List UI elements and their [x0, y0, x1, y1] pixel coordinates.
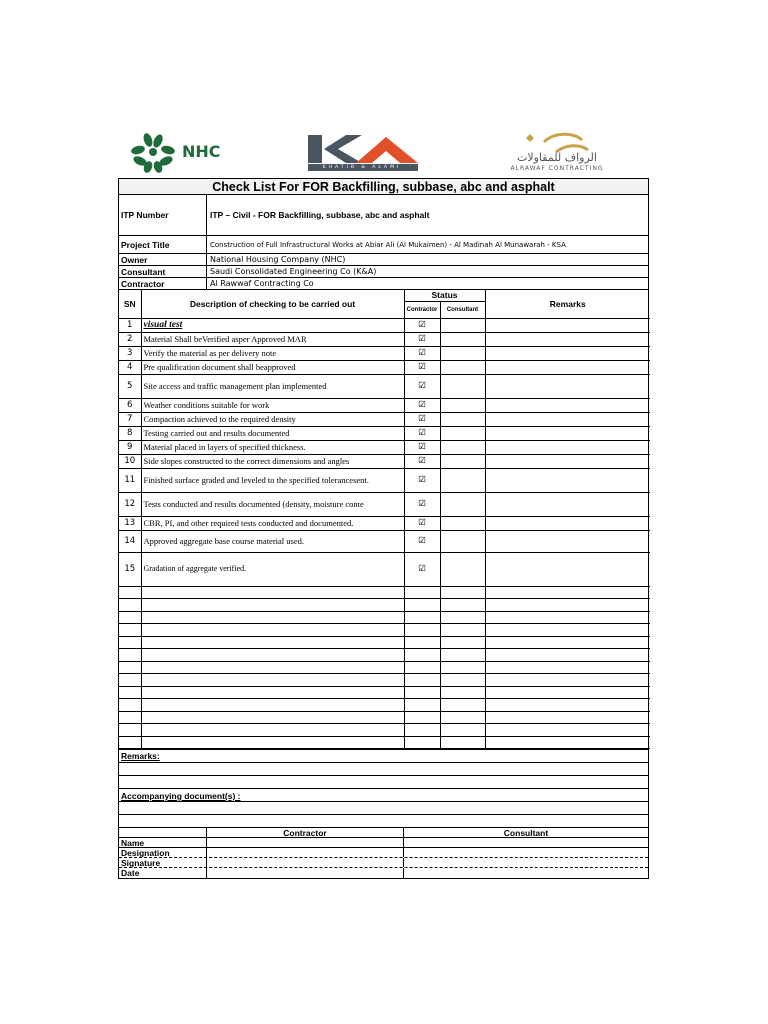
row-description[interactable]	[141, 624, 404, 637]
signature-header-row	[119, 828, 648, 838]
table-row	[119, 318, 650, 332]
consultant-status-cell[interactable]	[440, 686, 485, 699]
table-row	[119, 468, 650, 492]
signature-block	[119, 828, 648, 878]
remarks-cell[interactable]	[485, 674, 650, 687]
row-description: Tests conducted and results documented (density, moisture conte	[141, 492, 404, 516]
table-row-empty	[119, 699, 650, 712]
consultant-status-cell[interactable]	[440, 724, 485, 737]
consultant-designation-field[interactable]	[404, 848, 648, 857]
table-row-empty	[119, 686, 650, 699]
accompanying-line-1[interactable]	[119, 802, 648, 815]
row-description[interactable]	[141, 724, 404, 737]
contractor-status-cell[interactable]	[404, 674, 440, 687]
contractor-checkbox[interactable]: ☑	[404, 412, 440, 426]
date-label: Date	[119, 868, 207, 878]
contractor-checkbox[interactable]: ☑	[404, 318, 440, 332]
table-row-empty	[119, 649, 650, 662]
description-header: Description of checking to be carried out	[141, 290, 404, 318]
consultant-status-cell[interactable]	[440, 454, 485, 468]
consultant-status-cell[interactable]	[440, 699, 485, 712]
table-row	[119, 332, 650, 346]
nhc-logo-text: NHC	[182, 142, 221, 161]
remarks-header: Remarks	[485, 290, 650, 318]
remarks-cell[interactable]	[485, 530, 650, 552]
remarks-cell[interactable]	[485, 711, 650, 724]
itp-label: ITP Number	[119, 195, 207, 235]
consultant-row	[119, 266, 648, 278]
row-description[interactable]	[141, 649, 404, 662]
consultant-status-cell[interactable]	[440, 492, 485, 516]
consultant-column-header: Consultant	[503, 828, 549, 838]
project-value: Construction of Full Infrastructural Works at Abiar Ali (Al Mukaimen) - Al Madinah Al Munawarah - KSA	[210, 240, 566, 249]
remarks-label: Remarks:	[119, 750, 648, 763]
contractor-status-cell[interactable]	[404, 586, 440, 599]
contractor-signature-field[interactable]	[207, 858, 404, 867]
remarks-cell[interactable]	[485, 454, 650, 468]
remarks-cell[interactable]	[485, 398, 650, 412]
contractor-checkbox[interactable]: ☑	[404, 374, 440, 398]
table-row-empty	[119, 674, 650, 687]
row-number: 7	[119, 412, 141, 426]
row-description[interactable]	[141, 599, 404, 612]
row-number	[119, 674, 141, 687]
name-row	[119, 838, 648, 848]
row-number: 8	[119, 426, 141, 440]
row-description: Pre qualification document shall beapproved	[141, 360, 404, 374]
remarks-cell[interactable]	[485, 586, 650, 599]
row-description: Weather conditions suitable for work	[141, 398, 404, 412]
row-number	[119, 711, 141, 724]
row-number: 11	[119, 468, 141, 492]
remarks-cell[interactable]	[485, 318, 650, 332]
row-number	[119, 599, 141, 612]
table-row-empty	[119, 624, 650, 637]
sn-header: SN	[119, 290, 141, 318]
row-number: 3	[119, 346, 141, 360]
row-number: 12	[119, 492, 141, 516]
remarks-cell[interactable]	[485, 552, 650, 586]
row-number	[119, 661, 141, 674]
signature-label: Signature	[119, 858, 207, 867]
consultant-signature-field[interactable]	[404, 858, 648, 867]
row-number: 5	[119, 374, 141, 398]
remarks-cell[interactable]	[485, 699, 650, 712]
contractor-date-field[interactable]	[207, 868, 404, 878]
consultant-status-cell[interactable]	[440, 711, 485, 724]
consultant-status-cell[interactable]	[440, 611, 485, 624]
alrawwaf-arabic-text: الرواف للمقاولات	[517, 151, 597, 164]
row-description: Verify the material as per delivery note	[141, 346, 404, 360]
consultant-status-cell[interactable]	[440, 674, 485, 687]
row-number: 10	[119, 454, 141, 468]
consultant-value: Saudi Consolidated Engineering Co (K&A)	[210, 267, 377, 276]
nhc-logo	[128, 130, 238, 174]
table-row	[119, 530, 650, 552]
remarks-cell[interactable]	[485, 611, 650, 624]
itp-value: ITP – Civil - FOR Backfilling, subbase, abc and asphalt	[210, 210, 430, 220]
contractor-status-cell[interactable]	[404, 611, 440, 624]
designation-label: Designation	[119, 848, 207, 857]
contractor-checkbox[interactable]: ☑	[404, 346, 440, 360]
consultant-status-cell[interactable]	[440, 586, 485, 599]
remarks-cell[interactable]	[485, 599, 650, 612]
table-row-empty	[119, 636, 650, 649]
row-number: 13	[119, 516, 141, 530]
row-number: 2	[119, 332, 141, 346]
row-number: 1	[119, 318, 141, 332]
remarks-cell[interactable]	[485, 492, 650, 516]
owner-label: Owner	[119, 254, 207, 265]
contractor-column-header: Contractor	[207, 828, 404, 837]
row-description[interactable]	[141, 699, 404, 712]
row-description: Material Shall beVerified asper Approved MAR	[141, 332, 404, 346]
consultant-status-cell[interactable]	[440, 468, 485, 492]
remarks-cell[interactable]	[485, 686, 650, 699]
row-description[interactable]	[141, 586, 404, 599]
row-number	[119, 686, 141, 699]
contractor-checkbox[interactable]: ☑	[404, 516, 440, 530]
contractor-checkbox[interactable]: ☑	[404, 360, 440, 374]
owner-value: National Housing Company (NHC)	[210, 255, 346, 264]
table-row-empty	[119, 661, 650, 674]
contractor-status-cell[interactable]	[404, 686, 440, 699]
table-row	[119, 412, 650, 426]
signature-row	[119, 858, 648, 868]
consultant-status-cell[interactable]	[440, 346, 485, 360]
remarks-cell[interactable]	[485, 346, 650, 360]
status-header: Status	[404, 290, 485, 301]
remarks-line-1[interactable]	[119, 763, 648, 776]
consultant-status-cell[interactable]	[440, 360, 485, 374]
table-row-empty	[119, 611, 650, 624]
contractor-status-cell[interactable]	[404, 699, 440, 712]
remarks-cell[interactable]	[485, 440, 650, 454]
table-row	[119, 492, 650, 516]
row-description: Finished surface graded and leveled to the specified tolerancesent.	[141, 468, 404, 492]
consultant-status-cell[interactable]	[440, 440, 485, 454]
table-row-empty	[119, 599, 650, 612]
remarks-cell[interactable]	[485, 636, 650, 649]
table-row-empty	[119, 586, 650, 599]
row-description[interactable]	[141, 711, 404, 724]
contractor-value: Al Rawwaf Contracting Co	[210, 279, 314, 288]
row-number: 15	[119, 552, 141, 586]
table-row	[119, 346, 650, 360]
consultant-status-cell[interactable]	[440, 599, 485, 612]
accompanying-line-2[interactable]	[119, 815, 648, 828]
row-number	[119, 586, 141, 599]
contractor-status-cell[interactable]	[404, 711, 440, 724]
row-description: Testing carried out and results documented	[141, 426, 404, 440]
contractor-checkbox[interactable]: ☑	[404, 398, 440, 412]
accompanying-label: Accompanying document(s) :	[119, 789, 648, 802]
remarks-cell[interactable]	[485, 374, 650, 398]
contractor-status-cell[interactable]	[404, 724, 440, 737]
row-number	[119, 724, 141, 737]
designation-row	[119, 848, 648, 858]
owner-row	[119, 254, 648, 266]
consultant-status-cell[interactable]	[440, 636, 485, 649]
ka-logo	[306, 133, 422, 173]
row-description[interactable]	[141, 686, 404, 699]
remarks-line-2[interactable]	[119, 776, 648, 789]
table-row	[119, 440, 650, 454]
table-row	[119, 360, 650, 374]
consultant-date-field[interactable]	[404, 868, 648, 878]
contractor-status-cell[interactable]	[404, 649, 440, 662]
row-number	[119, 649, 141, 662]
remarks-cell[interactable]	[485, 736, 650, 749]
remarks-cell[interactable]	[485, 624, 650, 637]
contractor-name-field[interactable]	[207, 838, 404, 847]
contractor-status-cell[interactable]	[404, 661, 440, 674]
contractor-checkbox[interactable]: ☑	[404, 530, 440, 552]
contractor-status-cell[interactable]	[404, 636, 440, 649]
table-row-empty	[119, 736, 650, 749]
consultant-status-cell[interactable]	[440, 624, 485, 637]
row-description: Approved aggregate base course material used.	[141, 530, 404, 552]
consultant-status-cell[interactable]	[440, 649, 485, 662]
consultant-status-cell[interactable]	[440, 398, 485, 412]
contractor-designation-field[interactable]	[207, 848, 404, 857]
name-label: Name	[119, 838, 207, 847]
remarks-cell[interactable]	[485, 468, 650, 492]
contractor-status-cell[interactable]	[404, 599, 440, 612]
remarks-cell[interactable]	[485, 661, 650, 674]
table-row	[119, 516, 650, 530]
row-description: Side slopes constructed to the correct dimensions and angles	[141, 454, 404, 468]
contractor-checkbox[interactable]: ☑	[404, 440, 440, 454]
checklist-body	[119, 318, 650, 749]
row-description: visual test	[141, 318, 404, 332]
contractor-checkbox[interactable]: ☑	[404, 468, 440, 492]
remarks-cell[interactable]	[485, 426, 650, 440]
row-description: Site access and traffic management plan implemented	[141, 374, 404, 398]
alrawwaf-english-text: ALRAWAF CONTRACTING	[510, 165, 604, 172]
row-description[interactable]	[141, 611, 404, 624]
row-description[interactable]	[141, 674, 404, 687]
table-row-empty	[119, 724, 650, 737]
consultant-status-cell[interactable]	[440, 530, 485, 552]
contractor-row	[119, 278, 648, 290]
remarks-cell[interactable]	[485, 649, 650, 662]
consultant-status-cell[interactable]	[440, 736, 485, 749]
contractor-status-cell[interactable]	[404, 736, 440, 749]
consultant-status-cell[interactable]	[440, 332, 485, 346]
row-number: 6	[119, 398, 141, 412]
remarks-cell[interactable]	[485, 412, 650, 426]
checklist-table	[119, 290, 650, 749]
contractor-checkbox[interactable]: ☑	[404, 332, 440, 346]
table-row-empty	[119, 711, 650, 724]
project-label: Project Title	[119, 236, 207, 253]
alrawwaf-logo	[484, 130, 630, 174]
contractor-status-cell[interactable]	[404, 624, 440, 637]
remarks-cell[interactable]	[485, 360, 650, 374]
remarks-cell[interactable]	[485, 516, 650, 530]
consultant-status-cell[interactable]	[440, 412, 485, 426]
consultant-status-cell[interactable]	[440, 552, 485, 586]
remarks-cell[interactable]	[485, 724, 650, 737]
consultant-status-cell[interactable]	[440, 374, 485, 398]
row-number: 14	[119, 530, 141, 552]
contractor-checkbox[interactable]: ☑	[404, 426, 440, 440]
checklist-sheet	[118, 178, 649, 879]
table-row	[119, 426, 650, 440]
row-description: Gradation of aggregate verified.	[141, 552, 404, 586]
row-description[interactable]	[141, 736, 404, 749]
consultant-status-cell[interactable]	[440, 661, 485, 674]
contractor-checkbox[interactable]: ☑	[404, 552, 440, 586]
project-row	[119, 236, 648, 254]
row-description: CBR, PI, and other required tests conducted and documented.	[141, 516, 404, 530]
row-number	[119, 611, 141, 624]
consultant-status-cell[interactable]	[440, 426, 485, 440]
row-number: 9	[119, 440, 141, 454]
row-number: 4	[119, 360, 141, 374]
consultant-status-cell[interactable]	[440, 516, 485, 530]
row-description[interactable]	[141, 661, 404, 674]
row-description: Material placed in layers of specified thickness.	[141, 440, 404, 454]
page-title: Check List For FOR Backfilling, subbase, abc and asphalt	[119, 179, 648, 195]
itp-row	[119, 195, 648, 236]
table-row	[119, 398, 650, 412]
consultant-status-header: Consultant	[440, 301, 485, 318]
table-row	[119, 552, 650, 586]
row-description: Compaction achieved to the required density	[141, 412, 404, 426]
consultant-label: Consultant	[119, 266, 207, 277]
contractor-checkbox[interactable]: ☑	[404, 454, 440, 468]
ka-logo-text: KHATIB & ALAMI	[322, 165, 402, 170]
row-number	[119, 624, 141, 637]
table-row	[119, 454, 650, 468]
remarks-cell[interactable]	[485, 332, 650, 346]
contractor-status-header: Contractor	[404, 301, 440, 318]
date-row	[119, 868, 648, 878]
row-description[interactable]	[141, 636, 404, 649]
row-number	[119, 636, 141, 649]
consultant-name-field[interactable]	[404, 838, 648, 847]
row-number	[119, 699, 141, 712]
table-row	[119, 374, 650, 398]
contractor-label: Contractor	[119, 278, 207, 289]
row-number	[119, 736, 141, 749]
contractor-checkbox[interactable]: ☑	[404, 492, 440, 516]
consultant-status-cell[interactable]	[440, 318, 485, 332]
